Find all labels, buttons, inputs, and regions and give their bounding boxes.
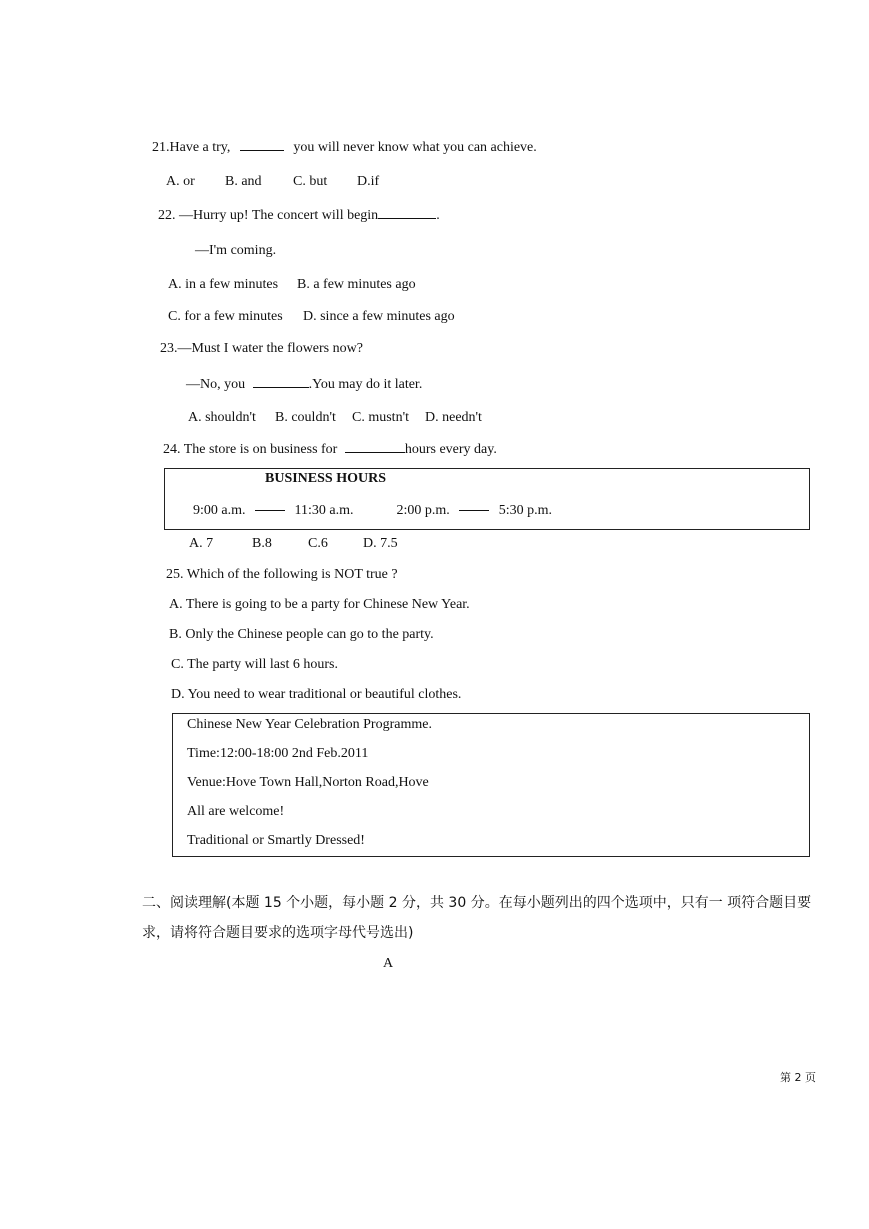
q24-option-a: A. 7 xyxy=(189,536,214,551)
notice-line-title: Chinese New Year Celebration Programme. xyxy=(187,717,432,732)
q21-blank xyxy=(240,138,284,151)
q24-suffix: hours every day. xyxy=(404,442,497,457)
q24-prefix: 24. The store is on business for xyxy=(163,442,338,457)
q23-question: 23.—Must I water the flowers now? xyxy=(160,341,363,356)
q24-blank xyxy=(345,440,405,453)
notice-line-dress: Traditional or Smartly Dressed! xyxy=(187,833,365,848)
q21-option-c: C. but xyxy=(293,174,328,189)
q22-option-d: D. since a few minutes ago xyxy=(303,309,455,324)
business-hours-times xyxy=(193,502,552,520)
q22-reply: —I'm coming. xyxy=(195,243,277,258)
q24-option-c: C.6 xyxy=(308,536,328,551)
q22-stem xyxy=(158,206,440,225)
q21-prefix: 21.Have a try, xyxy=(152,140,231,155)
afternoon-dash xyxy=(459,510,489,511)
passage-label: A xyxy=(383,956,394,971)
q25-option-d: D. You need to wear traditional or beautiful clothes. xyxy=(171,687,462,702)
page-number: 第 2 页 xyxy=(780,1071,816,1084)
q22-prefix: 22. —Hurry up! The concert will begin xyxy=(158,208,379,223)
section2-instructions-line1: 二、阅读理解(本题 15 个小题，每小题 2 分，共 30 分。在每小题列出的四个选项中，只有一 项符合题目要 xyxy=(142,895,812,911)
q21-stem xyxy=(152,138,537,157)
q21-option-b: B. and xyxy=(225,174,262,189)
q25-question: 25. Which of the following is NOT true ? xyxy=(166,567,398,582)
q21-suffix: you will never know what you can achieve. xyxy=(293,140,537,155)
q22-suffix: . xyxy=(436,208,440,223)
q23-reply-prefix: —No, you xyxy=(186,377,246,392)
q24-option-d: D. 7.5 xyxy=(363,536,398,551)
q22-option-b: B. a few minutes ago xyxy=(297,277,416,292)
q23-reply-suffix: .You may do it later. xyxy=(308,377,423,392)
morning-start: 9:00 a.m. xyxy=(193,503,246,518)
q23-option-d: D. needn't xyxy=(425,410,482,425)
q24-option-b: B.8 xyxy=(252,536,272,551)
business-hours-title: BUSINESS HOURS xyxy=(265,471,386,486)
celebration-notice-box xyxy=(172,713,810,857)
q24-stem xyxy=(163,440,497,459)
morning-end: 11:30 a.m. xyxy=(294,503,354,518)
q22-blank xyxy=(378,206,436,219)
q23-option-b: B. couldn't xyxy=(275,410,336,425)
afternoon-end: 5:30 p.m. xyxy=(498,503,553,518)
q25-option-c: C. The party will last 6 hours. xyxy=(171,657,338,672)
morning-dash xyxy=(255,510,285,511)
q21-option-d: D.if xyxy=(357,174,380,189)
notice-line-time: Time:12:00-18:00 2nd Feb.2011 xyxy=(187,746,369,761)
business-hours-box xyxy=(164,468,810,530)
notice-line-welcome: All are welcome! xyxy=(187,804,285,819)
q23-reply xyxy=(186,375,422,394)
q23-option-a: A. shouldn't xyxy=(188,410,256,425)
afternoon-start: 2:00 p.m. xyxy=(396,503,450,518)
q23-option-c: C. mustn't xyxy=(352,410,409,425)
q22-option-c: C. for a few minutes xyxy=(168,309,283,324)
section2-instructions-line2: 求，请将符合题目要求的选项字母代号选出) xyxy=(142,925,414,941)
q21-option-a: A. or xyxy=(166,174,195,189)
q23-blank xyxy=(253,375,309,388)
q22-option-a: A. in a few minutes xyxy=(168,277,279,292)
notice-line-venue: Venue:Hove Town Hall,Norton Road,Hove xyxy=(187,775,429,790)
q25-option-a: A. There is going to be a party for Chinese New Year. xyxy=(169,597,470,612)
q25-option-b: B. Only the Chinese people can go to the party. xyxy=(169,627,434,642)
